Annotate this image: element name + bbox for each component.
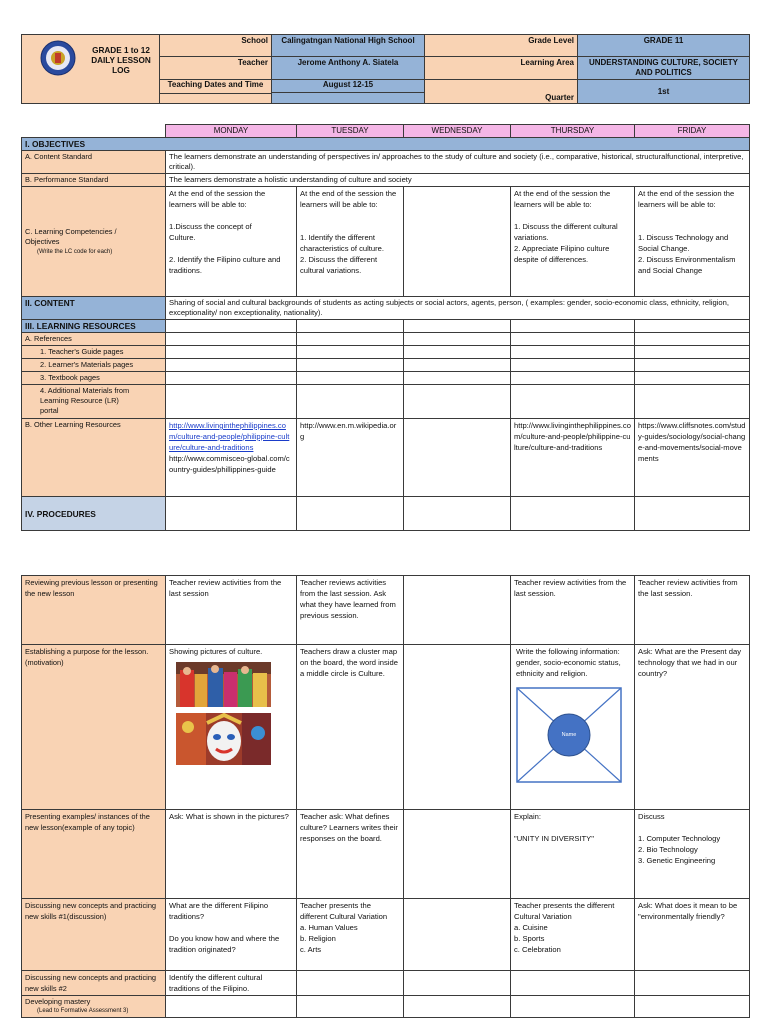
procedures-table [21, 575, 750, 1018]
other-resources-tuesday: http://www.en.m.wikipedia.org [297, 419, 404, 497]
purpose-thursday-cell [511, 645, 635, 810]
discussing1-monday: What are the different Filipino traditions? Do you know how and where the tradition originated? [166, 899, 297, 971]
discussing2-monday: Identify the different cultural traditions of the Filipino. [166, 971, 297, 996]
discussing1-friday: Ask: What does it mean to be "environmentally friendly? [635, 899, 750, 971]
quarter-label: Quarter [425, 80, 578, 104]
other-resources-thursday: http://www.livinginthephilippines.com/culture-and-people/philippine-culture/culture-and-traditions [511, 419, 635, 497]
procedures-section: IV. PROCEDURES [22, 497, 166, 531]
performance-standard-text: The learners demonstrate a holistic understanding of culture and society [166, 174, 750, 187]
competencies-label-cell [22, 187, 166, 297]
livinginthephilippines-link[interactable]: http://www.livinginthephilippines.com/culture-and-people/philippine-culture/culture-and-traditions [169, 421, 290, 452]
examples-label: Presenting examples/ instances of the new lesson(example of any topic) [22, 810, 166, 899]
area-value: UNDERSTANDING CULTURE, SOCIETY AND POLITICS [578, 57, 750, 80]
discussing2-label: Discussing new concepts and practicing new skills #2 [22, 971, 166, 996]
quarter-value: 1st [578, 80, 750, 104]
examples-thursday: Explain: "UNITY IN DIVERSITY" [511, 810, 635, 899]
competencies-label: C. Learning Competencies / Objectives [25, 226, 117, 246]
dates-value: August 12-15 [272, 80, 424, 93]
purpose-thursday: Write the following information: gender, socio-economic status, ethnicity and religion. [516, 647, 621, 678]
mastery-label: Developing mastery [25, 997, 91, 1006]
log-title: GRADE 1 to 12 DAILY LESSON LOG [91, 46, 151, 75]
header-logo-cell [22, 35, 160, 104]
school-value: Calingatngan National High School [272, 35, 425, 57]
content-section: II. CONTENT [22, 297, 166, 320]
purpose-friday: Ask: What are the Present day technology that we had in our country? [635, 645, 750, 810]
discussing1-thursday: Teacher presents the different Cultural Variation a. Cuisine b. Sports c. Celebration [511, 899, 635, 971]
commisceo-link-text: http://www.commisceo-global.com/country-guides/phillippines-guide [169, 454, 290, 474]
grade-value: GRADE 11 [578, 35, 750, 57]
examples-tuesday: Teacher ask: What defines culture? Learners writes their responses on the board. [297, 810, 404, 899]
examples-friday: Discuss 1. Computer Technology 2. Bio Technology 3. Genetic Engineering [635, 810, 750, 899]
day-friday: FRIDAY [635, 125, 750, 138]
reviewing-monday: Teacher review activities from the last session [166, 576, 297, 645]
other-resources-label: B. Other Learning Resources [22, 419, 166, 497]
purpose-monday-cell [166, 645, 297, 810]
reviewing-friday: Teacher review activities from the last session. [635, 576, 750, 645]
discussing1-label: Discussing new concepts and practicing new skills #1(discussion) [22, 899, 166, 971]
day-monday: MONDAY [166, 125, 297, 138]
competencies-tuesday: At the end of the session the learners will be able to: 1. Identify the different characteristics of culture. 2. Discuss the different cultural variations. [297, 187, 404, 297]
content-standard-label: A. Content Standard [22, 151, 166, 174]
competencies-wednesday [404, 187, 511, 297]
culture-photo-costumes [176, 662, 271, 707]
competencies-monday: At the end of the session the learners will be able to: 1.Discuss the concept of Culture. 2. Identify the Filipino culture and traditions. [166, 187, 297, 297]
area-label: Learning Area [425, 57, 578, 80]
content-text: Sharing of social and cultural backgrounds of students as acting subjects or social actors, agents, person, ( examples: gender, socio-economic class, ethnicity, religion, exceptionality/ non exceptionality, nationality). [166, 297, 750, 320]
header-table [21, 34, 750, 104]
materials-label: 2. Learner's Materials pages [22, 359, 166, 372]
references-label: A. References [22, 333, 166, 346]
day-tuesday: TUESDAY [297, 125, 404, 138]
competencies-note: (Write the LC code for each) [37, 248, 113, 255]
other-resources-monday [166, 419, 297, 497]
performance-standard-label: B. Performance Standard [22, 174, 166, 187]
deped-seal-icon [40, 40, 76, 76]
reviewing-label: Reviewing previous lesson or presenting the new lesson [22, 576, 166, 645]
teacher-value: Jerome Anthony A. Siatela [272, 57, 425, 80]
objectives-section: I. OBJECTIVES [22, 138, 750, 151]
competencies-friday: At the end of the session the learners will be able to: 1. Discuss Technology and Social Change. 2. Discuss Environmentalism and Social Change [635, 187, 750, 297]
mastery-label-cell [22, 996, 166, 1018]
grade-label: Grade Level [425, 35, 578, 57]
resources-section: III. LEARNING RESOURCES [22, 320, 166, 333]
cluster-center-label: Name [561, 732, 577, 738]
cluster-diagram [516, 687, 622, 783]
school-label: School [160, 35, 272, 57]
guide-label: 1. Teacher's Guide pages [22, 346, 166, 359]
reviewing-thursday: Teacher review activities from the last session. [511, 576, 635, 645]
other-resources-friday: https://www.cliffsnotes.com/study-guides/sociology/social-change-and-movements/social-movements [635, 419, 750, 497]
reviewing-tuesday: Teacher reviews activities from the last session. Ask what they have learned from previous session. [297, 576, 404, 645]
culture-photo-festival-mask [176, 713, 271, 765]
purpose-label: Establishing a purpose for the lesson.(motivation) [22, 645, 166, 810]
dates-value-cell [272, 80, 425, 104]
dates-label: Teaching Dates and Time [160, 80, 271, 94]
day-corner [22, 125, 166, 138]
content-standard-text: The learners demonstrate an understanding of perspectives in/ approaches to the study of culture and society (i.e., comparative, historical, structuralfunctional, interpretive, critical). [166, 151, 750, 174]
textbook-label: 3. Textbook pages [22, 372, 166, 385]
discussing1-tuesday: Teacher presents the different Cultural Variation a. Human Values b. Religion c. Arts [297, 899, 404, 971]
lesson-plan-table [21, 124, 750, 531]
purpose-monday: Showing pictures of culture. [169, 647, 263, 656]
examples-monday: Ask: What is shown in the pictures? [166, 810, 297, 899]
competencies-thursday: At the end of the session the learners will be able to: 1. Discuss the different cultural variations. 2. Appreciate Filipino culture despite of differences. [511, 187, 635, 297]
teacher-label: Teacher [160, 57, 272, 80]
day-thursday: THURSDAY [511, 125, 635, 138]
day-wednesday: WEDNESDAY [404, 125, 511, 138]
dates-label-cell [160, 80, 272, 104]
purpose-tuesday: Teachers draw a cluster map on the board, the word inside a middle circle is Culture. [297, 645, 404, 810]
mastery-note: (Lead to Formative Assessment 3) [37, 1008, 129, 1014]
additional-label: 4. Additional Materials from Learning Resource (LR) portal [22, 385, 166, 419]
